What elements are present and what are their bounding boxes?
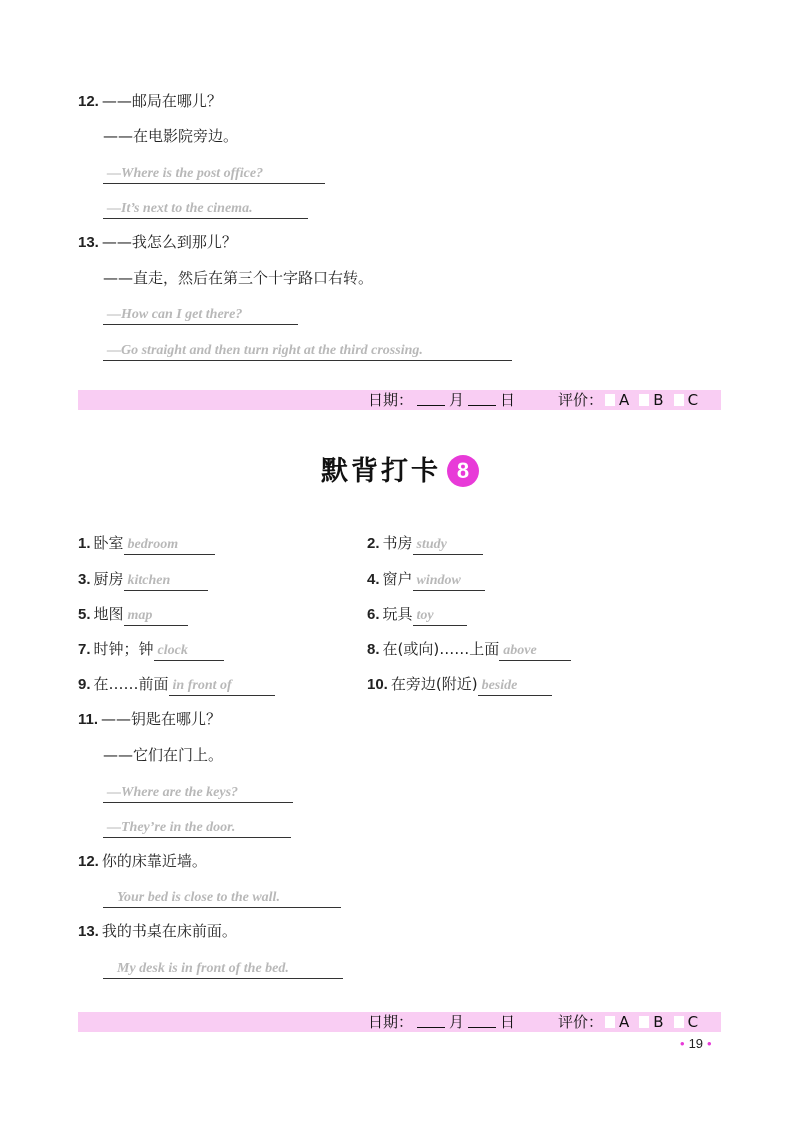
day-label: 日	[500, 391, 516, 409]
item-answer: bedroom	[124, 536, 215, 555]
question-text: 你的床靠近墙。	[101, 852, 207, 870]
question-text: 我的书桌在床前面。	[101, 922, 237, 940]
rating-label: 评价：	[558, 391, 604, 409]
question-number: 12.	[78, 853, 99, 870]
sentence-11-answer-2	[103, 816, 291, 838]
rating-c-label: C	[687, 1013, 699, 1031]
item-chinese: 书房	[382, 534, 413, 552]
item-number: 2.	[367, 535, 380, 552]
item-chinese: 厨房	[93, 570, 124, 588]
date-field	[368, 1012, 515, 1032]
item-answer: above	[499, 642, 571, 661]
question-number: 11.	[78, 711, 99, 728]
sentence-11-prompt-1	[78, 709, 221, 730]
item-number: 3.	[78, 571, 91, 588]
vocab-item-10	[367, 674, 552, 696]
item-number: 8.	[367, 641, 380, 658]
question-12-answer-1	[103, 162, 325, 184]
sentence-12-prompt	[78, 851, 207, 872]
rating-a-checkbox[interactable]	[605, 1016, 615, 1028]
rating-a-checkbox[interactable]	[605, 394, 615, 406]
item-answer: study	[413, 536, 483, 555]
day-blank[interactable]	[468, 391, 496, 406]
vocab-item-9	[78, 674, 275, 696]
rating-b-label: B	[653, 1013, 664, 1031]
day-label: 日	[500, 1013, 516, 1031]
question-text: ——钥匙在哪儿？	[101, 710, 222, 728]
rating-label: 评价：	[558, 1013, 604, 1031]
rating-b-label: B	[653, 391, 664, 409]
item-answer: window	[413, 572, 485, 591]
question-13-answer-2	[103, 339, 512, 361]
question-number: 13.	[78, 234, 99, 251]
vocab-item-4	[367, 569, 485, 591]
question-13-prompt-1	[78, 232, 237, 253]
item-answer: toy	[413, 607, 467, 626]
date-label: 日期：	[368, 1013, 414, 1031]
vocab-item-1	[78, 533, 215, 555]
page-dot-left: •	[680, 1036, 685, 1051]
vocab-item-2	[367, 533, 483, 555]
question-number: 12.	[78, 93, 99, 110]
rating-field	[558, 1012, 698, 1032]
section-title-text: 默背打卡	[321, 456, 441, 487]
section-number-badge: 8	[447, 455, 479, 487]
section-title	[0, 454, 800, 490]
item-chinese: 在……前面	[93, 675, 169, 693]
question-text: ——邮局在哪儿？	[101, 92, 222, 110]
item-number: 9.	[78, 676, 91, 693]
page-dot-right: •	[707, 1036, 712, 1051]
answer-blank: —How can I get there?	[103, 306, 298, 325]
page-number-text: 19	[688, 1036, 704, 1051]
answer-blank: —Where is the post office?	[103, 165, 325, 184]
item-chinese: 地图	[93, 605, 124, 623]
rating-a-label: A	[619, 1013, 630, 1031]
answer-blank: —Go straight and then turn right at the third crossing.	[103, 342, 512, 361]
date-field	[368, 390, 515, 410]
item-number: 1.	[78, 535, 91, 552]
item-number: 10.	[367, 676, 388, 693]
vocab-item-6	[367, 604, 467, 626]
item-chinese: 卧室	[93, 534, 124, 552]
item-answer: clock	[154, 642, 224, 661]
item-chinese: 玩具	[382, 605, 413, 623]
rating-c-checkbox[interactable]	[674, 394, 684, 406]
rating-b-checkbox[interactable]	[639, 394, 649, 406]
rating-a-label: A	[619, 391, 630, 409]
vocab-item-8	[367, 639, 571, 661]
month-label: 月	[449, 1013, 465, 1031]
month-label: 月	[449, 391, 465, 409]
rating-field	[558, 390, 698, 410]
item-chinese: 在旁边(附近)	[390, 675, 478, 693]
rating-c-label: C	[687, 391, 699, 409]
vocab-item-3	[78, 569, 208, 591]
date-rating-bar	[78, 1012, 721, 1032]
answer-blank: My desk is in front of the bed.	[103, 960, 343, 979]
item-number: 7.	[78, 641, 91, 658]
month-blank[interactable]	[417, 391, 445, 406]
sentence-13-prompt	[78, 921, 237, 942]
date-rating-bar	[78, 390, 721, 410]
date-label: 日期：	[368, 391, 414, 409]
item-answer: in front of	[169, 677, 275, 696]
item-answer: beside	[478, 677, 552, 696]
question-text: ——我怎么到那儿？	[101, 233, 237, 251]
month-blank[interactable]	[417, 1013, 445, 1028]
vocab-item-7	[78, 639, 224, 661]
rating-c-checkbox[interactable]	[674, 1016, 684, 1028]
sentence-11-answer-1	[103, 781, 293, 803]
question-number: 13.	[78, 923, 99, 940]
page-number	[676, 1036, 716, 1051]
item-chinese: 窗户	[382, 570, 413, 588]
rating-b-checkbox[interactable]	[639, 1016, 649, 1028]
item-number: 4.	[367, 571, 380, 588]
item-number: 5.	[78, 606, 91, 623]
question-12-prompt-1	[78, 91, 222, 112]
question-12-prompt-2: ——在电影院旁边。	[103, 127, 239, 145]
item-chinese: 时钟；钟	[93, 640, 154, 658]
question-13-answer-1	[103, 303, 298, 325]
question-12-answer-2	[103, 197, 308, 219]
item-number: 6.	[367, 606, 380, 623]
item-chinese: 在(或向)……上面	[382, 640, 500, 658]
answer-blank: —They’re in the door.	[103, 819, 291, 838]
answer-blank: —It’s next to the cinema.	[103, 200, 308, 219]
item-answer: kitchen	[124, 572, 208, 591]
sentence-12-answer	[103, 886, 341, 908]
day-blank[interactable]	[468, 1013, 496, 1028]
answer-blank: Your bed is close to the wall.	[103, 889, 341, 908]
answer-blank: —Where are the keys?	[103, 784, 293, 803]
question-13-prompt-2: ——直走，然后在第三个十字路口右转。	[103, 269, 374, 287]
item-answer: map	[124, 607, 188, 626]
vocab-item-5	[78, 604, 188, 626]
sentence-13-answer	[103, 957, 343, 979]
sentence-11-prompt-2: ——它们在门上。	[103, 746, 224, 764]
